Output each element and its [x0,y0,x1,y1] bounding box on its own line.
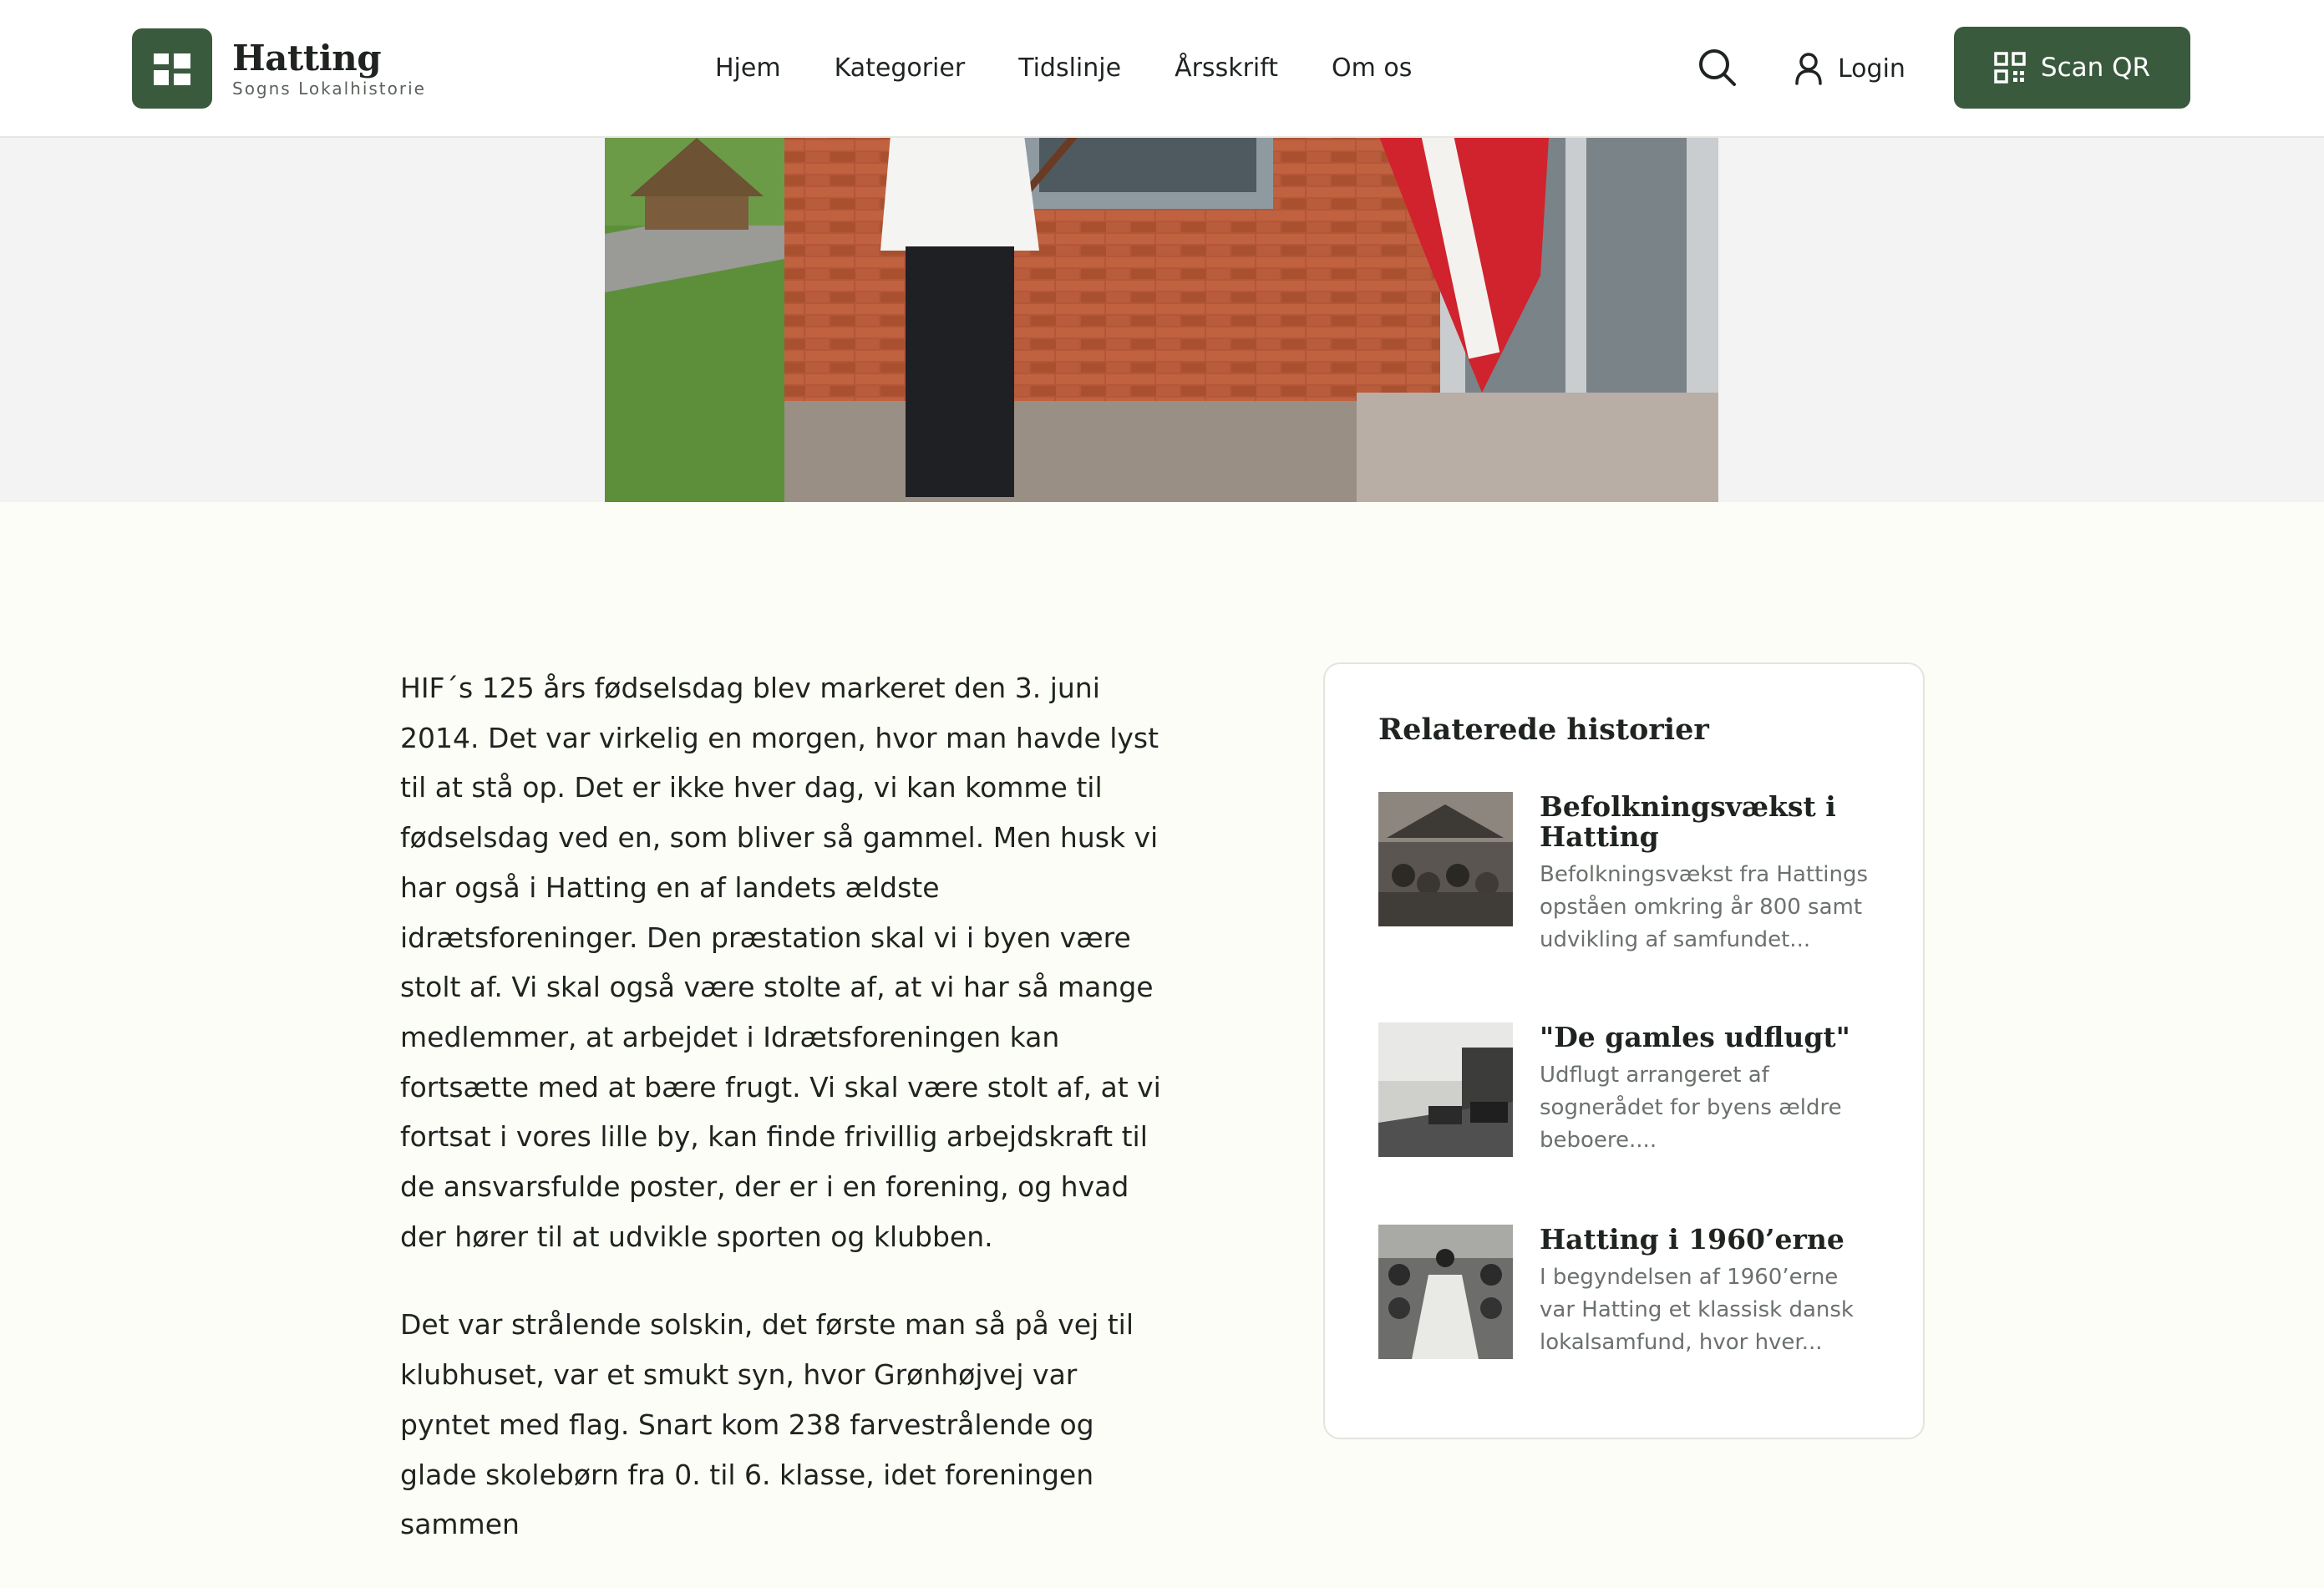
story-thumbnail [1378,792,1513,926]
search-button[interactable] [1696,46,1739,89]
article-paragraph: HIF´s 125 års fødselsdag blev markeret den 3. juni 2014. Det var virkelig en morgen, hvor man havde lyst til at stå op. Det er ikke hver dag, vi kan komme til fødselsdag ved en, som bliver så gammel. Men husk vi har også i Hatting en af landets ældste idrætsforeninger. Den præstation skal vi i byen være stolt af. Vi skal også være stolte af, at vi har så mange medlemmer, at arbejdet i Idrætsforeningen kan fortsætte med at bære frugt. Vi skal være stolt af, at vi fortsat i vores lille by, kan finde frivillig arbejdskraft til de ansvarsfulde poster, der er i en forening, og hvad der hører til at udvikle sporten og klubben. [400,672,1161,1253]
scan-qr-button[interactable] [1954,27,2190,109]
nav-item-aarsskrift[interactable]: Årsskrift [1175,53,1279,83]
story-thumbnail [1378,1022,1513,1157]
logo-mark-icon [132,28,212,109]
site-logo[interactable] [132,28,426,109]
main-nav [715,48,1412,89]
qr-code-icon [1994,52,2026,84]
story-description: I begyndelsen af 1960’erne var Hatting et klassisk dansk lokalsamfund, hvor hver... [1540,1265,1854,1355]
login-button[interactable] [1794,47,1905,90]
user-icon [1794,52,1823,85]
story-description: Udflugt arrangeret af sognerådet for byens ældre beboere.... [1540,1063,1842,1153]
related-heading: Relaterede historier [1378,713,1709,747]
site-title: Hatting [232,38,382,79]
nav-item-om-os[interactable]: Om os [1332,53,1413,83]
related-story[interactable] [1378,1022,1880,1157]
story-title[interactable]: Befolkningsvækst i Hatting [1540,790,1836,853]
story-thumbnail [1378,1225,1513,1359]
article-paragraph: Det var strålende solskin, det første man så på vej til klubhuset, var et smukt syn, hvor Grønhøjvej var pyntet med flag. Snart kom 238 farvestrålende og glade skolebørn fra 0. til 6. klasse, idet foreningen sammen [400,1308,1134,1541]
login-label: Login [1838,53,1905,84]
related-story[interactable] [1378,792,1880,956]
story-description: Befolkningsvækst fra Hattings opståen omkring år 800 samt udvikling af samfundet... [1540,862,1869,952]
related-stories-card [1323,662,1925,1439]
site-subtitle: Sogns Lokalhistorie [232,79,426,99]
search-icon [1696,46,1739,89]
scan-qr-label: Scan QR [2040,53,2151,83]
nav-item-hjem[interactable]: Hjem [715,53,781,83]
story-title[interactable]: Hatting i 1960’erne [1540,1223,1844,1256]
site-header [0,0,2324,138]
story-title[interactable]: "De gamles udflugt" [1540,1021,1850,1053]
related-story[interactable] [1378,1225,1880,1359]
article-body [400,663,1169,1588]
nav-item-tidslinje[interactable]: Tidslinje [1018,53,1122,83]
nav-item-kategorier[interactable]: Kategorier [834,53,966,83]
